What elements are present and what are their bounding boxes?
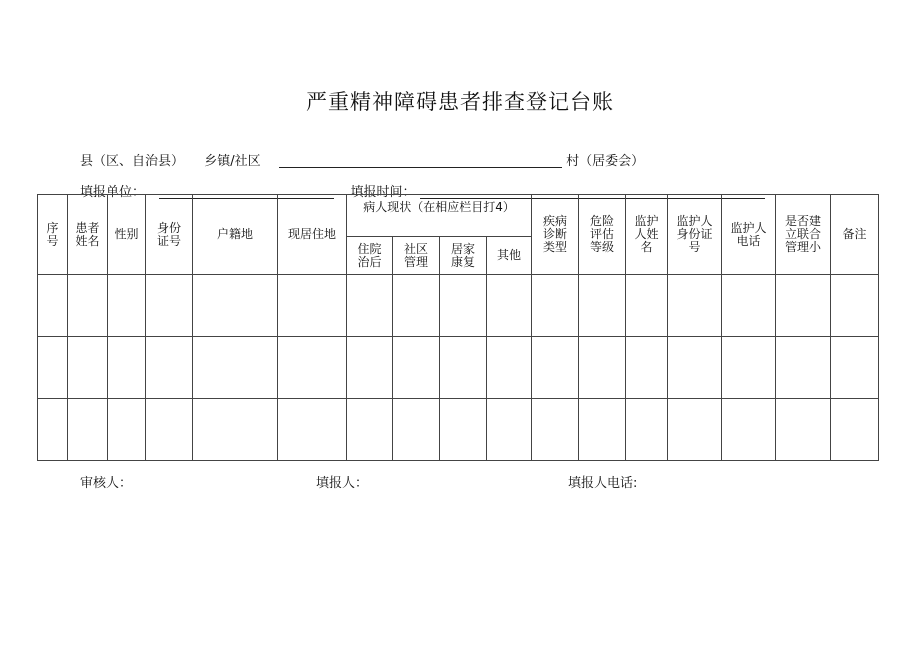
header-guardian-name: 监护人姓名	[626, 195, 668, 275]
header-joint-management: 是否建立联合管理小	[776, 195, 831, 275]
table-cell[interactable]	[831, 275, 879, 337]
table-cell[interactable]	[831, 337, 879, 399]
table-cell[interactable]	[668, 337, 722, 399]
header-gender: 性别	[108, 195, 146, 275]
table-cell[interactable]	[193, 275, 278, 337]
time-label: 填报时间：	[350, 185, 416, 200]
table-cell[interactable]	[108, 275, 146, 337]
table-cell[interactable]	[487, 275, 532, 337]
table-cell[interactable]	[193, 399, 278, 461]
table-cell[interactable]	[38, 399, 68, 461]
table-cell[interactable]	[579, 275, 626, 337]
table-cell[interactable]	[68, 275, 108, 337]
table-cell[interactable]	[722, 337, 776, 399]
header-patient-name: 患者姓名	[68, 195, 108, 275]
table-cell[interactable]	[532, 337, 579, 399]
header-status-other: 其他	[487, 237, 532, 275]
table-cell[interactable]	[146, 275, 193, 337]
header-status-group: 病人现状（在相应栏目打4）	[347, 195, 532, 237]
table-cell[interactable]	[722, 399, 776, 461]
table-cell[interactable]	[278, 337, 347, 399]
table-cell[interactable]	[108, 399, 146, 461]
header-address: 现居住地	[278, 195, 347, 275]
table-cell[interactable]	[440, 275, 487, 337]
table-cell[interactable]	[347, 399, 393, 461]
table-cell[interactable]	[532, 399, 579, 461]
header-id-number: 身份证号	[146, 195, 193, 275]
table-cell[interactable]	[668, 399, 722, 461]
table-cell[interactable]	[579, 337, 626, 399]
table-cell[interactable]	[440, 399, 487, 461]
table-cell[interactable]	[38, 275, 68, 337]
table-cell[interactable]	[440, 337, 487, 399]
table-row	[38, 399, 879, 461]
region-line	[80, 150, 644, 169]
header-diagnosis: 疾病诊断类型	[532, 195, 579, 275]
reviewer-label: 审核人：	[80, 476, 133, 491]
reporter-label: 填报人：	[316, 476, 369, 491]
header-status-hospital: 住院治后	[347, 237, 393, 275]
table-cell[interactable]	[146, 337, 193, 399]
table-cell[interactable]	[278, 399, 347, 461]
village-blank[interactable]	[279, 155, 562, 168]
header-no: 序号	[38, 195, 68, 275]
table-cell[interactable]	[68, 399, 108, 461]
table-cell[interactable]	[487, 337, 532, 399]
header-remark: 备注	[831, 195, 879, 275]
table-cell[interactable]	[579, 399, 626, 461]
table-cell[interactable]	[393, 399, 440, 461]
table-cell[interactable]	[347, 275, 393, 337]
table-cell[interactable]	[722, 275, 776, 337]
table-cell[interactable]	[532, 275, 579, 337]
table-cell[interactable]	[776, 337, 831, 399]
header-guardian-id: 监护人身份证号	[668, 195, 722, 275]
table-cell[interactable]	[68, 337, 108, 399]
table-cell[interactable]	[38, 337, 68, 399]
reporter-phone-label: 填报人电话:	[568, 476, 638, 491]
register-table	[37, 194, 879, 461]
town-label: 乡镇/社区	[204, 154, 261, 169]
table-cell[interactable]	[626, 337, 668, 399]
unit-label: 填报单位：	[80, 185, 146, 200]
page-title: 严重精神障碍患者排查登记台账	[306, 90, 614, 114]
header-status-community: 社区管理	[393, 237, 440, 275]
table-cell[interactable]	[393, 275, 440, 337]
table-row	[38, 337, 879, 399]
header-guardian-phone: 监护人电话	[722, 195, 776, 275]
table-cell[interactable]	[668, 275, 722, 337]
header-hukou: 户籍地	[193, 195, 278, 275]
village-label: 村（居委会）	[566, 154, 645, 169]
table-cell[interactable]	[487, 399, 532, 461]
table-cell[interactable]	[108, 337, 146, 399]
header-risk: 危险评估等级	[579, 195, 626, 275]
table-cell[interactable]	[776, 275, 831, 337]
table-cell[interactable]	[146, 399, 193, 461]
table-cell[interactable]	[193, 337, 278, 399]
header-status-home: 居家康复	[440, 237, 487, 275]
table-cell[interactable]	[278, 275, 347, 337]
table-cell[interactable]	[831, 399, 879, 461]
table-cell[interactable]	[393, 337, 440, 399]
table-cell[interactable]	[776, 399, 831, 461]
county-label: 县（区、自治县）	[80, 154, 185, 169]
table-cell[interactable]	[347, 337, 393, 399]
table-cell[interactable]	[626, 275, 668, 337]
table-cell[interactable]	[626, 399, 668, 461]
table-row	[38, 275, 879, 337]
